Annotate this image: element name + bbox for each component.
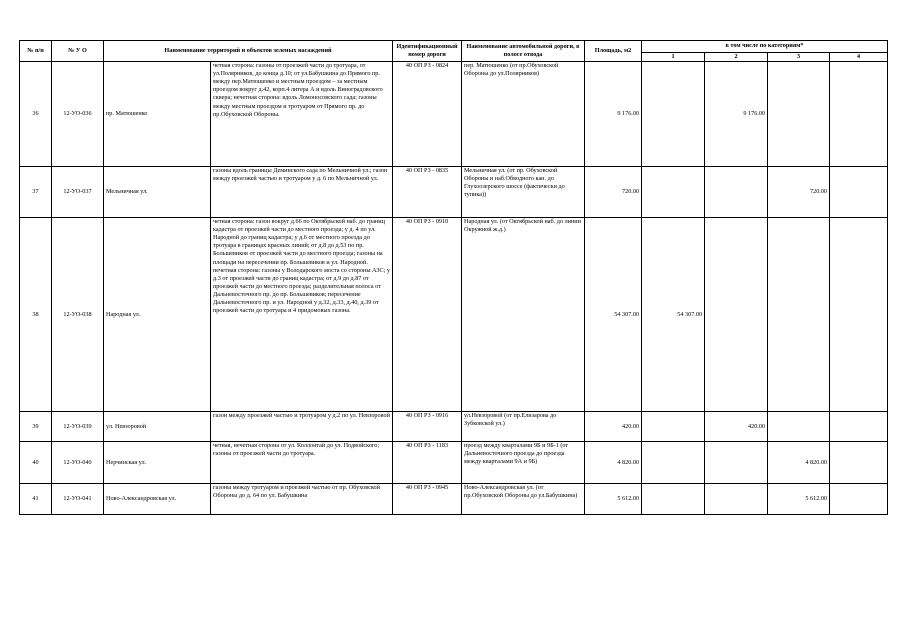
row-cat-1 <box>642 484 705 515</box>
row-cat-1: 54 307.00 <box>642 218 705 412</box>
row-name: Мельничная ул. <box>104 167 211 218</box>
row-name: Народная ул. <box>104 218 211 412</box>
table-row <box>20 442 888 484</box>
row-area: 9 176.00 <box>585 62 642 167</box>
row-uo: 12-УО-038 <box>52 218 104 412</box>
row-desc: газон между проезжей частью и тротуаром у д.2 по ул. Невзоровой <box>211 412 393 442</box>
table-row <box>20 484 888 515</box>
row-desc: газоны между тротуаром и проезжей частью от пр. Обуховской Обороны до д. 64 по ул. Бабушкина <box>211 484 393 515</box>
row-cat-3 <box>768 412 830 442</box>
row-cat-1 <box>642 62 705 167</box>
row-num: 38 <box>20 218 52 412</box>
header-cat-4: 4 <box>830 53 888 62</box>
row-desc: четная, нечетная сторона от ул. Коллонтай до ул. Подвойского; газоны от проезжей части до тротуара. <box>211 442 393 484</box>
row-cat-1 <box>642 412 705 442</box>
row-cat-3: 4 820.00 <box>768 442 830 484</box>
header-uo: № У О <box>52 41 104 62</box>
row-uo: 12-УО-041 <box>52 484 104 515</box>
row-cat-4 <box>830 167 888 218</box>
row-road: проезд между кварталами 9Б и 9Б-1 (от Дальневосточного проезда до проезда между кварталами 9А и 9Б) <box>462 442 585 484</box>
row-road: пер. Матюшенко (от пр.Обуховской Обороны до ул.Полярников) <box>462 62 585 167</box>
table-row <box>20 218 888 412</box>
header-cat-2: 2 <box>705 53 768 62</box>
row-cat-3 <box>768 218 830 412</box>
row-desc: четная сторона: газоны от проезжей части до тротуара, от ул.Полярников, до конца д.10; от ул.Бабушкина до Прямого пр. между пер.Матюшенко и местным проездом – за местным проездом вокруг д.42, корп.4 литера А и вдоль Виноградовского сквера; нечетная сторона: вдоль Ломоносовского сада; газоны между местным проездом и тротуаром от Прямого пр. до пр.Обуховской Обороны. <box>211 62 393 167</box>
row-num: 36 <box>20 62 52 167</box>
row-road: Ново-Александровская ул. (от пр.Обуховской Обороны до ул.Бабушкина) <box>462 484 585 515</box>
row-uo: 12-УО-040 <box>52 442 104 484</box>
row-area: 420.00 <box>585 412 642 442</box>
row-cat-2 <box>705 167 768 218</box>
header-cat-1: 1 <box>642 53 705 62</box>
row-area: 720.00 <box>585 167 642 218</box>
row-road: ул.Невзоровой (от пр.Елизарова до Зубковской ул.) <box>462 412 585 442</box>
green-zones-table <box>19 40 888 515</box>
row-name: Нерчинская ул. <box>104 442 211 484</box>
row-name: Ново-Александровская ул. <box>104 484 211 515</box>
row-ident: 40 ОП РЗ - 0945 <box>393 484 462 515</box>
row-cat-2: 9 176.00 <box>705 62 768 167</box>
row-uo: 12-УО-037 <box>52 167 104 218</box>
row-cat-1 <box>642 442 705 484</box>
row-cat-4 <box>830 218 888 412</box>
row-ident: 40 ОП РЗ - 0824 <box>393 62 462 167</box>
row-cat-4 <box>830 442 888 484</box>
header-cat-3: 3 <box>768 53 830 62</box>
row-cat-1 <box>642 167 705 218</box>
row-desc: четная сторона: газон вокруг д.66 по Октябрьской наб. до границ кадастра от проезжей части до местного проезда; у д. 4 по ул. Народной до границ кадастра; у д.6 от местного проезда до тротуара в границах красных линий; от д.8 до д.53 по пр. Большевиков от проезжей части до местного проезда; газоны на площади на пересечении пр. Большевиков и ул. Народной. нечетная сторона: газоны у Володарского моста со стороны АЗС; у д.3 от проезжей части до границ кадастра; от д.9 до д.87 от проезжей части до местного проезда; разделительная полоса от Дальневосточного пр. до пр. Большевиков; пересечение Дальневосточного пр. и ул. Народной у д.32, д.33, д.40, д.39 от проезжей части до тротуара и 4 придомовых газона. <box>211 218 393 412</box>
header-territory: Наименование территорий и объектов зеленых насаждений <box>104 41 393 62</box>
row-num: 41 <box>20 484 52 515</box>
row-desc: газоны вдоль границы Деминского сада по Мельничной ул.; газон между проезжей частью и тротуаром у д. 6 по Мельничной ул. <box>211 167 393 218</box>
table-row <box>20 167 888 218</box>
table-row <box>20 62 888 167</box>
row-cat-3: 720.00 <box>768 167 830 218</box>
row-ident: 40 ОП РЗ - 0835 <box>393 167 462 218</box>
row-cat-4 <box>830 412 888 442</box>
row-area: 54 307.00 <box>585 218 642 412</box>
header-ident: Идентификационный номер дороги <box>393 41 462 62</box>
row-ident: 40 ОП РЗ - 0910 <box>393 218 462 412</box>
row-uo: 12-УО-036 <box>52 62 104 167</box>
header-categories: в том числе по категориям* <box>642 41 888 53</box>
row-cat-4 <box>830 484 888 515</box>
row-cat-2 <box>705 484 768 515</box>
row-name: ул. Невзоровой <box>104 412 211 442</box>
row-ident: 40 ОП РЗ - 1183 <box>393 442 462 484</box>
row-cat-2 <box>705 218 768 412</box>
header-num: № п/п <box>20 41 52 62</box>
row-cat-3: 5 612.00 <box>768 484 830 515</box>
row-num: 37 <box>20 167 52 218</box>
row-num: 39 <box>20 412 52 442</box>
row-cat-4 <box>830 62 888 167</box>
row-name: пр. Матюшенко <box>104 62 211 167</box>
row-area: 5 612.00 <box>585 484 642 515</box>
row-num: 40 <box>20 442 52 484</box>
row-cat-3 <box>768 62 830 167</box>
row-cat-2 <box>705 442 768 484</box>
row-ident: 40 ОП РЗ - 0916 <box>393 412 462 442</box>
row-road: Народная ул. (от Октябрьской наб. до линии Окружной ж.д.) <box>462 218 585 412</box>
table-row <box>20 412 888 442</box>
row-area: 4 820.00 <box>585 442 642 484</box>
row-cat-2: 420.00 <box>705 412 768 442</box>
row-uo: 12-УО-039 <box>52 412 104 442</box>
header-area: Площадь, м2 <box>585 41 642 62</box>
header-road: Наименование автомобильной дороги, в полосе отвода <box>462 41 585 62</box>
row-road: Мельничная ул. (от пр. Обуховской Обороны и наб.Обводного кан. до Глухоозерского шоссе (фактически до тупика)) <box>462 167 585 218</box>
